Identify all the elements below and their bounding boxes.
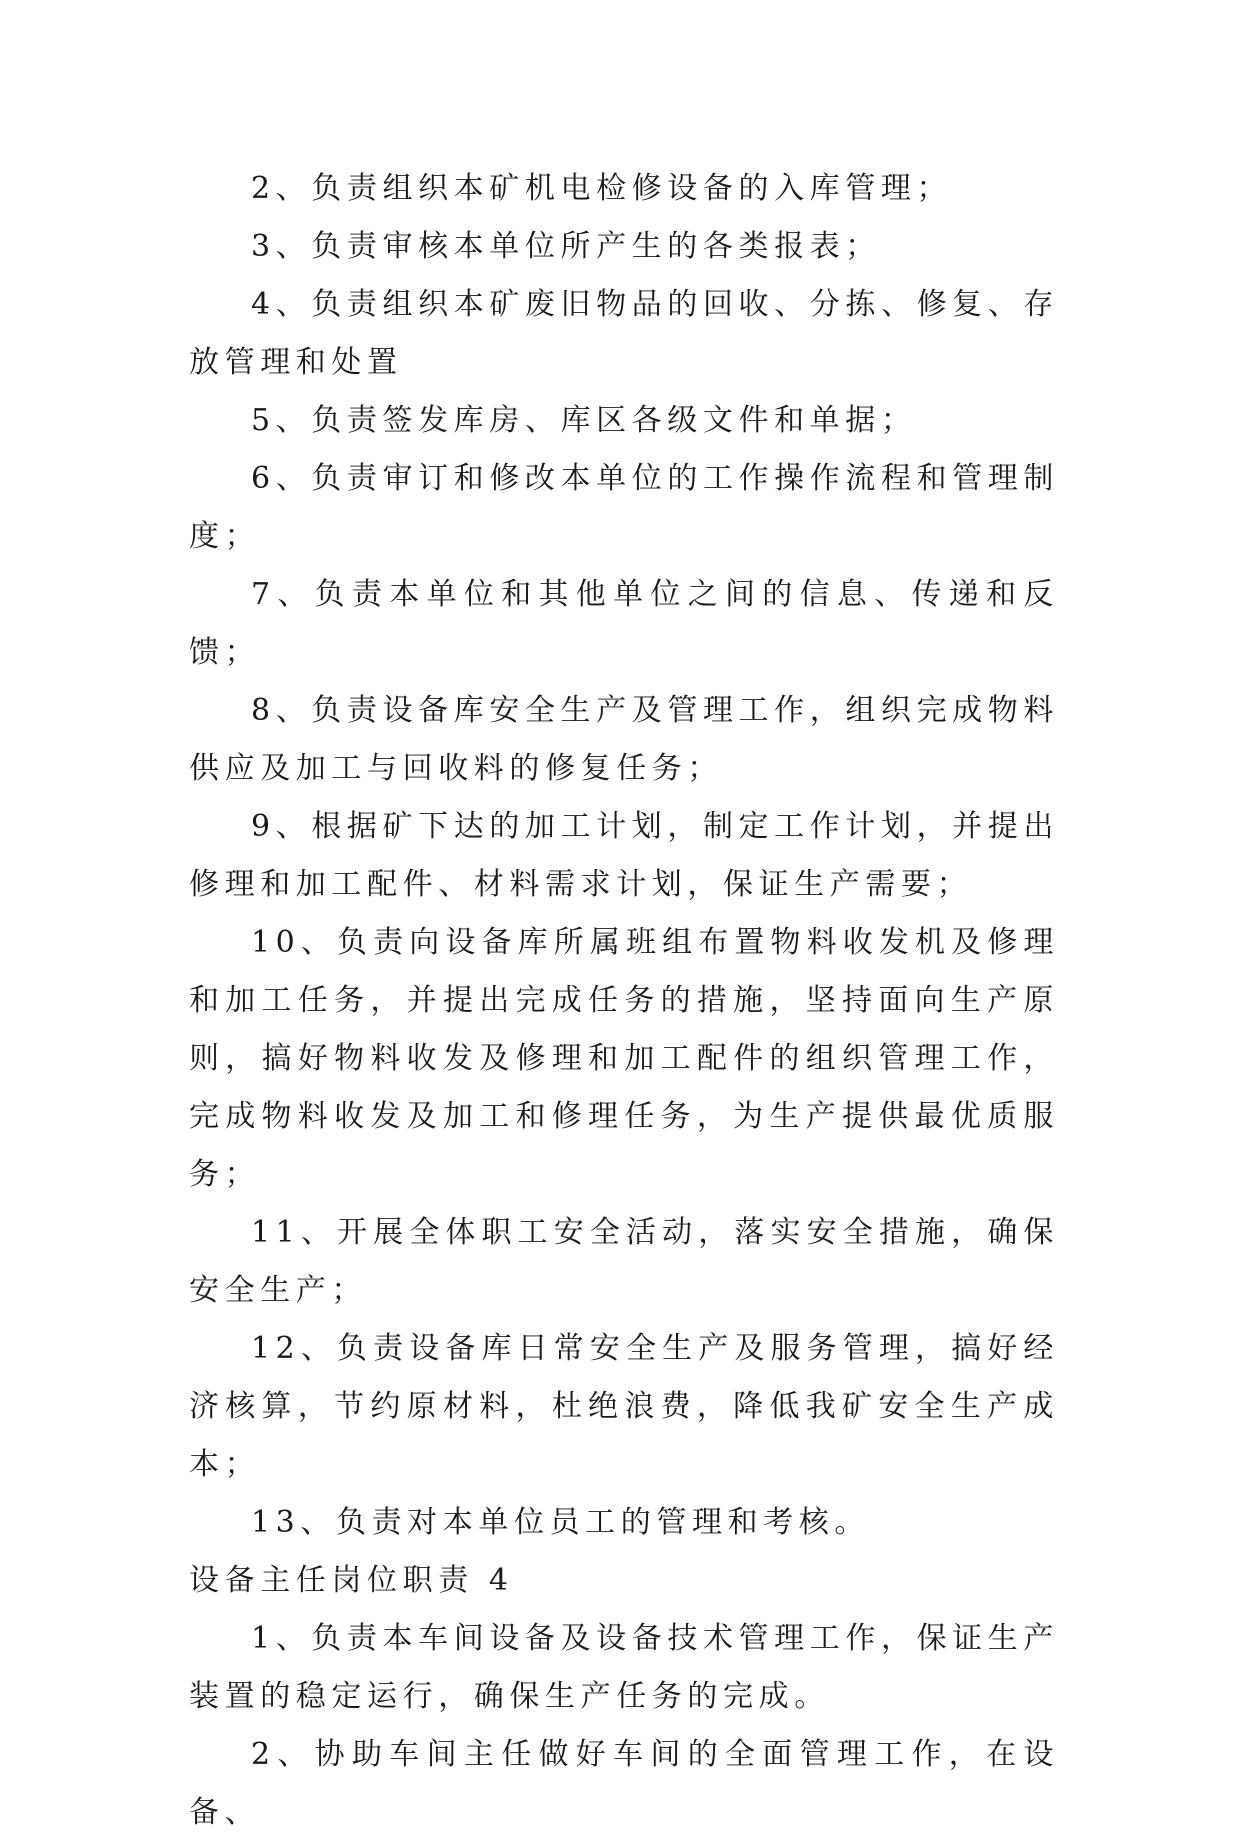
duty-item-7: 7、负责本单位和其他单位之间的信息、传递和反馈； — [189, 577, 1059, 670]
duty-item-8: 8、负责设备库安全生产及管理工作，组织完成物料供应及加工与回收料的修复任务； — [189, 693, 1059, 786]
duty-item-10: 10、负责向设备库所属班组布置物料收发机及修理和加工任务，并提出完成任务的措施，坚持面向生产原则，搞好物料收发及修理和加工配件的组织管理工作，完成物料收发及加工和修理任务，为生产提供最优质服务； — [189, 925, 1059, 1192]
document-body — [189, 160, 1059, 1842]
duty-item-13: 13、负责对本单位员工的管理和考核。 — [251, 1505, 870, 1540]
section-heading: 设备主任岗位职责 4 — [189, 1563, 514, 1598]
duty-item-11: 11、开展全体职工安全活动，落实安全措施，确保安全生产； — [189, 1215, 1059, 1308]
section-duty-item-1: 1、负责本车间设备及设备技术管理工作，保证生产装置的稳定运行，确保生产任务的完成。 — [189, 1621, 1059, 1714]
duty-item-5: 5、负责签发库房、库区各级文件和单据； — [251, 403, 917, 438]
duty-item-3: 3、负责审核本单位所产生的各类报表； — [251, 229, 881, 264]
duty-item-9: 9、根据矿下达的加工计划，制定工作计划，并提出修理和加工配件、材料需求计划，保证生产需要； — [189, 809, 1059, 902]
duty-item-4: 4、负责组织本矿废旧物品的回收、分拣、修复、存放管理和处置 — [189, 287, 1059, 380]
duty-item-12: 12、负责设备库日常安全生产及服务管理，搞好经济核算，节约原材料，杜绝浪费，降低我矿安全生产成本； — [189, 1331, 1059, 1482]
section-duty-item-2: 2、协助车间主任做好车间的全面管理工作，在设备、 — [189, 1737, 1059, 1830]
duty-item-6: 6、负责审订和修改本单位的工作操作流程和管理制度； — [189, 461, 1059, 554]
duty-item-2: 2、负责组织本矿机电检修设备的入库管理； — [251, 171, 953, 206]
